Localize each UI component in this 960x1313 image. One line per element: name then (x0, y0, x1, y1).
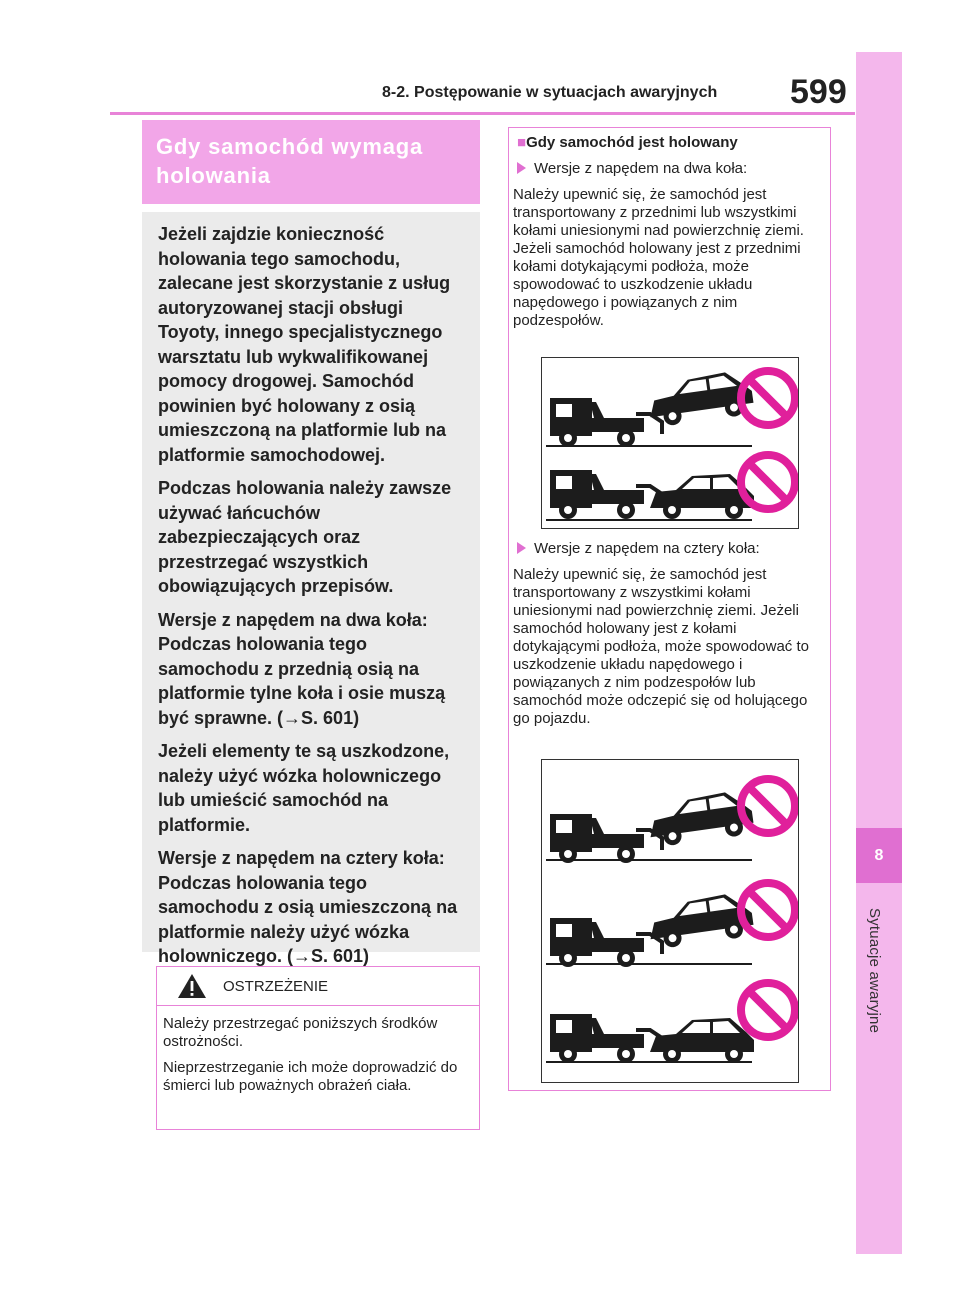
text-2wd: Należy upewnić się, że samochód jest transportowany z przednimi lub wszystkimi kołami uniesionymi nad powierzchnię ziemi. Jeżeli samochód holowany jest z przednimi kołami dotykającymi podłoża, może spowodować to uszkodzenie układu napędowego i powiązanych z nim podzespołów. (513, 186, 804, 329)
topic-title-line1: Gdy samochód wymaga (156, 134, 424, 159)
section-title: 8-2. Postępowanie w sytuacjach awaryjnych (382, 84, 718, 101)
arrow-bullet-icon (517, 162, 526, 174)
warning-paragraph: Należy przestrzegać poniższych środków ostrożności. (163, 1015, 438, 1050)
page-number: 599 (790, 73, 847, 111)
towing-prohibited-illustration (542, 760, 798, 1082)
towing-prohibited-illustration (542, 358, 798, 528)
text-4wd: Należy upewnić się, że samochód jest transportowany z wszystkimi kołami uniesionymi nad powierzchnię ziemi. Jeżeli samochód holowany jest z kołami dotykającymi podłoża, może spowodować to uszkodzenie układu napędowego i powiązanych z nim podzespołów lub samochód może odczepić się od holującego go pojazdu. (513, 566, 809, 727)
info-paragraph: Jeżeli elementy te są uszkodzone, należy użyć wózka holowniczego lub umieścić samochód na platformie. (158, 741, 450, 835)
square-bullet-icon: ■ (517, 134, 527, 151)
chapter-side-tab (856, 52, 902, 1254)
warning-box (156, 966, 480, 1130)
towing-heading (517, 134, 738, 151)
info-paragraph: Wersje z napędem na dwa koła: Podczas holowania tego samochodu z przednią osią na platformie tylne koła i osie muszą być sprawne. (→S. 601) (158, 609, 446, 728)
header-rule (110, 112, 855, 115)
subheading-4wd (517, 540, 760, 557)
warning-triangle-icon (177, 973, 207, 999)
chapter-label: Sytuacje awaryjne (866, 908, 883, 1034)
arrow-bullet-icon (517, 542, 526, 554)
subheading-4wd-text: Wersje z napędem na cztery koła: (534, 540, 760, 557)
info-paragraph: Jeżeli zajdzie konieczność holowania tego samochodu, zalecane jest skorzystanie z usług autoryzowanej stacji obsługi Toyoty, innego specjalistycznego warsztatu lub wykwalifikowanej pomocy drogowej. Samochód powinien być holowany z osią umieszczoną na platformie lub na platformie samochodowej. (158, 224, 451, 465)
chapter-number: 8 (874, 847, 884, 864)
info-paragraph: Wersje z napędem na cztery koła: Podczas holowania tego samochodu z osią umieszczoną na platformie należy użyć wózka holowniczego. (→S. 601) (158, 848, 458, 966)
towing-instructions-box (508, 127, 831, 1091)
illustration-2wd (541, 357, 799, 529)
warning-title: OSTRZEŻENIE (223, 978, 329, 995)
warning-paragraph: Nieprzestrzeganie ich może doprowadzić do śmierci lub poważnych obrażeń ciała. (163, 1059, 458, 1094)
subheading-2wd (517, 160, 747, 177)
towing-heading-text: Gdy samochód jest holowany (526, 134, 738, 151)
illustration-4wd (541, 759, 799, 1083)
topic-title-box (142, 120, 480, 204)
topic-title-line2: holowania (156, 163, 271, 188)
chapter-number-badge (856, 828, 902, 883)
subheading-2wd-text: Wersje z napędem na dwa koła: (534, 160, 748, 177)
warning-header (157, 967, 479, 1006)
warning-body (163, 1015, 475, 1103)
info-paragraph: Podczas holowania należy zawsze używać łańcuchów zabezpieczających oraz przestrzegać wszystkich obowiązujących przepisów. (158, 478, 452, 596)
info-box (142, 212, 480, 966)
